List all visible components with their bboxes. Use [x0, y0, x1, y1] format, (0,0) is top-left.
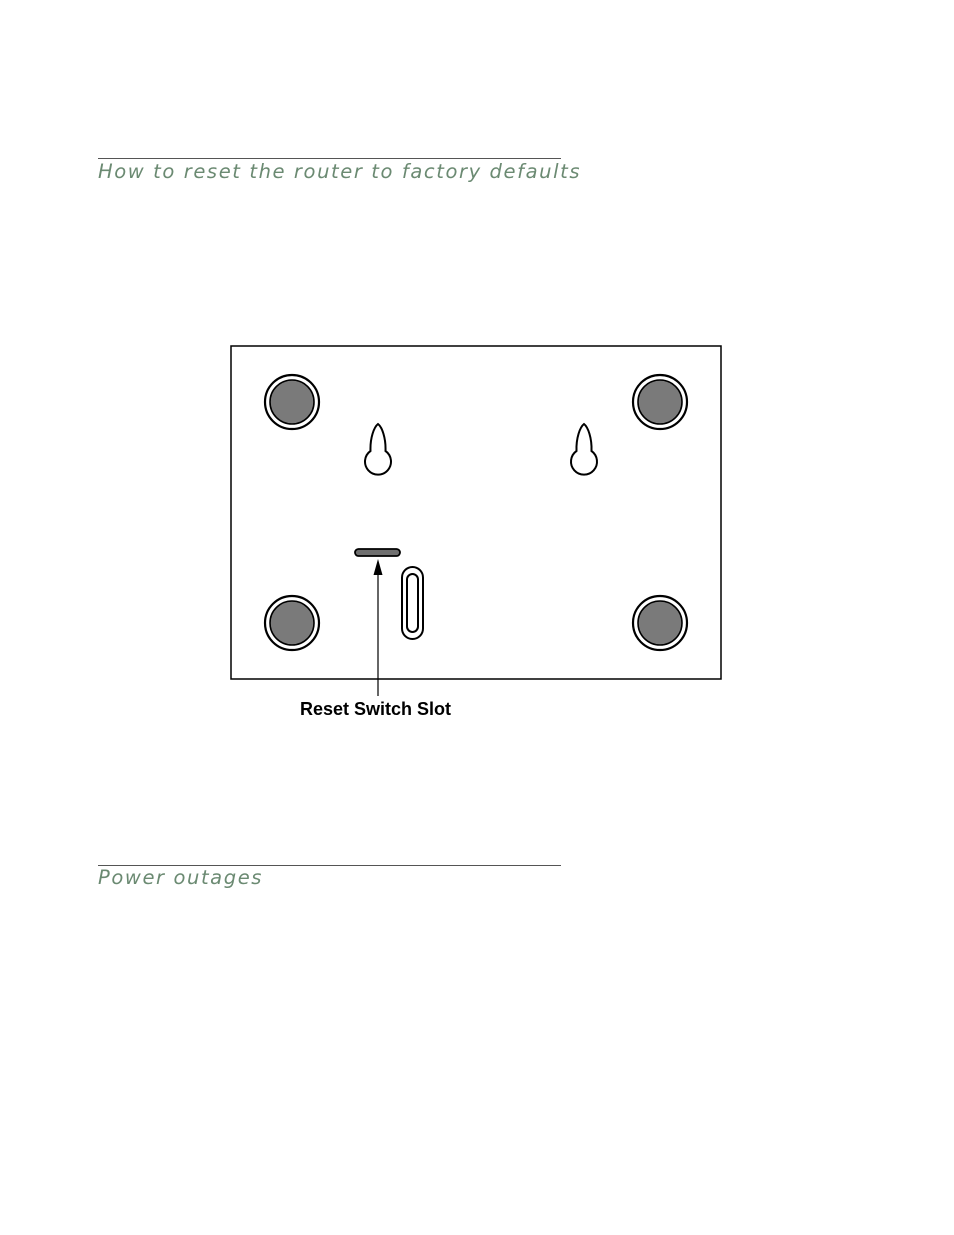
foot-top-left	[265, 375, 319, 429]
reset-switch-slot-label: Reset Switch Slot	[300, 699, 452, 719]
foot-bottom-right	[633, 596, 687, 650]
foot-bottom-left	[265, 596, 319, 650]
section-heading-reset: How to reset the router to factory defaults	[98, 160, 582, 183]
vertical-vent-slot	[402, 567, 423, 639]
foot-top-right	[633, 375, 687, 429]
section-heading-power: Power outages	[98, 866, 264, 889]
reset-switch-slot	[355, 549, 400, 556]
